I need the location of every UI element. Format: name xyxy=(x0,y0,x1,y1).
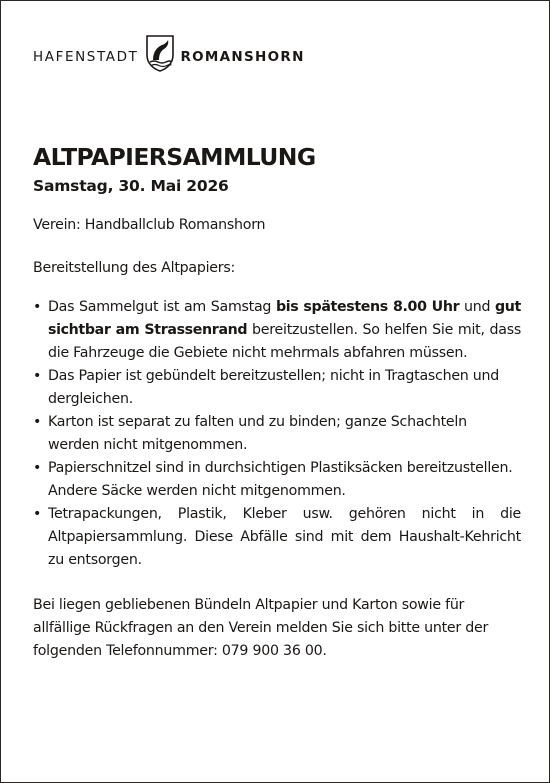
list-item xyxy=(33,503,521,572)
item-text-post: bereitzustellen. So helfen Sie mit, dass die Fahrzeuge die Gebiete nicht mehrmals abfahren müssen. xyxy=(48,322,522,361)
notice-body xyxy=(33,140,521,663)
item-bold-deadline: bis spätestens 8.00 Uhr xyxy=(275,299,460,315)
item-text: Karton ist separat zu falten und zu binden; ganze Schachteln werden nicht mitgenommen. xyxy=(48,414,467,453)
bullet-icon: • xyxy=(33,368,42,384)
instruction-list xyxy=(33,296,521,572)
town-name-right: ROMANSHORN xyxy=(180,49,305,66)
list-item xyxy=(33,296,521,365)
bullet-icon: • xyxy=(33,414,42,430)
bullet-icon: • xyxy=(33,506,42,522)
bullet-icon: • xyxy=(33,460,42,476)
bullet-icon: • xyxy=(33,299,42,315)
closing-paragraph: Bei liegen gebliebenen Bündeln Altpapier und Karton sowie für allfällige Rückfragen an den Verein melden Sie sich bitte unter der folgenden Telefonnummer: 079 900 36 00. xyxy=(33,597,489,659)
list-item xyxy=(33,457,521,503)
town-header xyxy=(33,28,305,88)
crest-icon xyxy=(144,33,176,73)
item-text: Papierschnitzel sind in durchsichtigen Plastiksäcken bereitzustellen. Andere Säcke werden nicht mitgenommen. xyxy=(48,460,513,499)
list-item xyxy=(33,365,521,411)
item-text: Das Papier ist gebündelt bereitzustellen; nicht in Tragtaschen und dergleichen. xyxy=(48,368,500,407)
item-text-mid: und xyxy=(459,299,495,315)
notice-title: ALTPAPIERSAMMLUNG xyxy=(33,143,316,171)
item-text: Tetrapackungen, Plastik, Kleber usw. gehören nicht in die Altpapiersammlung. Diese Abfälle sind mit dem Haushalt-Kehricht zu entsorgen. xyxy=(48,506,521,568)
town-name-left: HAFENSTADT xyxy=(33,49,139,66)
item-text-pre: Das Sammelgut ist am Samstag xyxy=(48,299,276,315)
verein-line: Verein: Handballclub Romanshorn xyxy=(33,217,266,233)
notice-date: Samstag, 30. Mai 2026 xyxy=(33,177,229,195)
list-item xyxy=(33,411,521,457)
bereitstellung-heading: Bereitstellung des Altpapiers: xyxy=(33,260,236,276)
item-bold-location: gut sichtbar am Strassenrand xyxy=(48,299,521,338)
